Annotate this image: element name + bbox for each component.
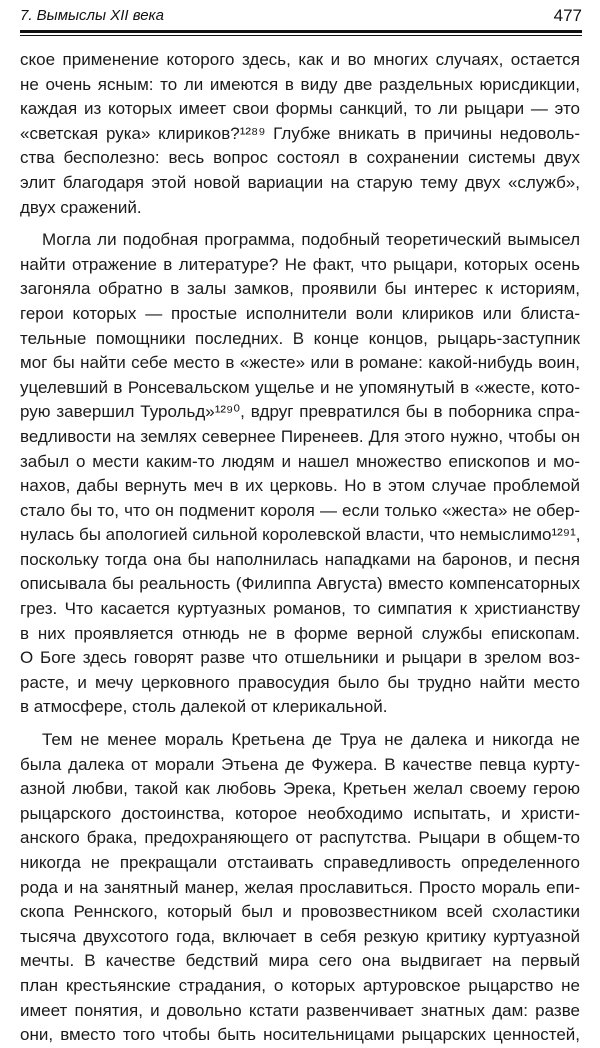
text-line: найти отражение в литературе? Не факт, что рыцари, которых осень: [20, 254, 580, 274]
text-line: расте, и мечу церковного правосудия было бы трудно найти место: [20, 672, 580, 692]
text-line: элит благодаря этой новой вариации на старую тему двух «служб»,: [20, 172, 580, 192]
text-line: тельные помощники последних. В конце концов, рыцарь-заступник: [20, 328, 580, 348]
text-line: «светская рука» клириков?¹²⁸⁹ Глубже вникать в причины недоволь-: [20, 123, 580, 143]
text-line: ское применение которого здесь, как и во многих случаях, остается: [20, 50, 580, 69]
paragraph: [20, 728, 580, 1048]
paragraph: [20, 48, 580, 220]
text-line: О Боге здесь говорят разве что отшельники и рыцари в зрелом воз-: [20, 648, 580, 668]
text-line: не очень ясным: то ли имеются в виду две раздельных юрисдикции,: [20, 74, 580, 94]
text-line: азной любви, такой как любовь Эрека, Кретьен желал своему герою: [20, 779, 580, 799]
text-line: грез. Что касается куртуазных романов, то симпатия к христианству: [20, 599, 580, 619]
body-text: [20, 48, 580, 1048]
text-line: загоняла обратно в залы замков, проявили бы интерес к историям,: [20, 279, 580, 299]
text-line: план крестьянские страдания, о которых артуровское рыцарство не: [20, 975, 580, 995]
header-rule-thin: [20, 35, 582, 36]
text-line: ства бесполезно: весь вопрос состоял в сохранении системы двух: [20, 148, 580, 168]
text-line: стало бы то, что он подменит короля — если только «жеста» не обер-: [20, 500, 580, 520]
text-line: поскольку тогда она бы наполнилась нападками на баронов, и песня: [20, 549, 580, 569]
text-line: они, вместо того чтобы быть носительницами рыцарских ценностей,: [20, 1025, 580, 1045]
text-line: анского брака, предохраняющего от распутства. Рыцари в общем-то: [20, 828, 580, 848]
text-line: мог бы найти себе место в «жесте» или в романе: какой-нибудь воин,: [20, 353, 580, 373]
text-line: двух сражений.: [20, 197, 142, 217]
text-line: нулась бы апологией сильной королевской власти, что немыслимо¹²⁹¹,: [20, 525, 580, 545]
chapter-title: 7. Вымыслы XII века: [20, 7, 164, 24]
text-line: ведливости на землях севернее Пиренеев. Для этого нужно, чтобы он: [20, 426, 580, 446]
text-line: в них проявляется отнюдь не в форме верной службы епископам.: [20, 623, 580, 643]
text-line: каждая из которых имеет свои формы санкций, то ли рыцари — это: [20, 99, 580, 119]
paragraph-gap: [20, 220, 580, 228]
text-line: скопа Реннского, который был и провозвестником всей схоластики: [20, 902, 580, 922]
text-line: имеет понятия, и довольно кстати развенчивает знатных дам: разве: [20, 1000, 580, 1020]
text-line: тысяча двухсотого года, включает в себя резкую критику куртуазной: [20, 926, 580, 946]
text-line: мечты. В качестве бедствий мира сего она выдвигает на первый: [20, 951, 580, 971]
text-line: забыл о мести каким-то людям и нашел множество епископов и мо-: [20, 451, 580, 471]
text-line: в атмосфере, столь далекой от клерикальной.: [20, 697, 388, 717]
text-line: уцелевший в Ронсевальском ущелье и не упомянутый в «жесте, кото-: [20, 377, 580, 397]
text-line: герои которых — простые исполнители воли клириков или блиста-: [20, 303, 580, 323]
text-line: рую завершил Турольд»¹²⁹⁰, вдруг превратился бы в поборника спра-: [20, 402, 580, 422]
text-line: Могла ли подобная программа, подобный теоретический вымысел: [42, 230, 580, 250]
running-header: [20, 5, 582, 31]
text-line: рода и на занятный манер, желая прославиться. Просто мораль епи-: [20, 877, 580, 897]
header-rule-thick: [20, 30, 582, 33]
page-number: 477: [553, 6, 582, 25]
text-line: никогда не прекращали отстаивать справедливость определенного: [20, 853, 580, 872]
paragraph-gap: [20, 720, 580, 728]
text-line: описывала бы реальность (Филиппа Августа) вместо компенсаторных: [20, 574, 580, 594]
text-line: рыцарского достоинства, которое необходимо испытать, и христи-: [20, 803, 580, 823]
text-line: нахов, дабы вернуть меч в их церковь. Но в этом случае проблемой: [20, 476, 580, 496]
text-line: была далека от морали Этьена де Фужера. В качестве певца курту-: [20, 754, 580, 774]
paragraph: [20, 228, 580, 720]
text-line: Тем не менее мораль Кретьена де Труа не далека и никогда не: [42, 730, 580, 750]
